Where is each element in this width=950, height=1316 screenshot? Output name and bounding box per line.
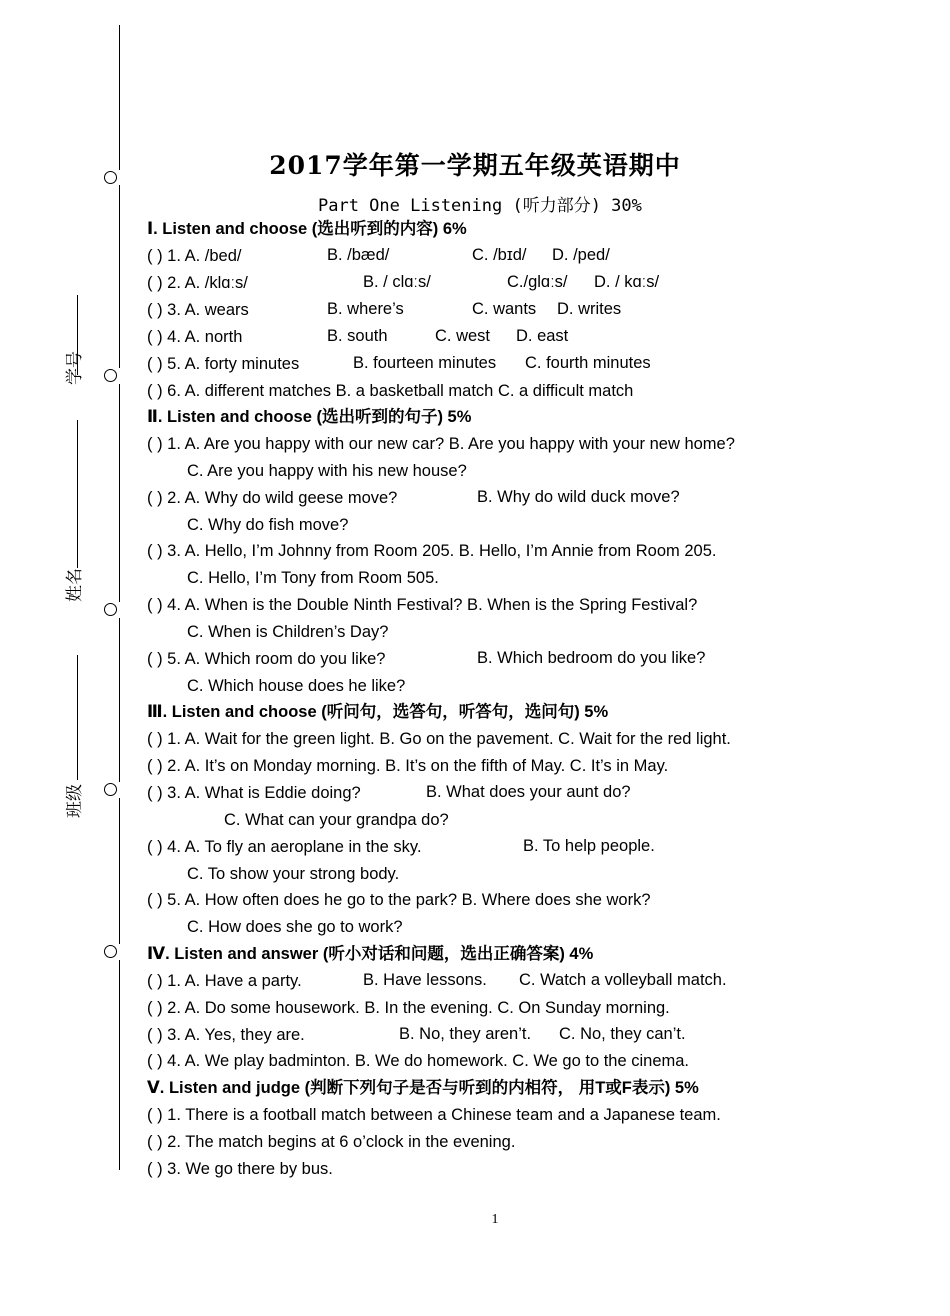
section-1-header: Ⅰ. Listen and choose (选出听到的内容) 6%: [147, 220, 467, 238]
binding-line: [119, 960, 120, 1170]
question-row: ( ) 1. There is a football match between a Chinese team and a Japanese team.: [147, 1106, 721, 1124]
question-row: C. Why do fish move?: [187, 516, 349, 534]
binding-hole: [104, 603, 117, 616]
binding-line: [119, 185, 120, 368]
name-blank[interactable]: [77, 420, 78, 568]
question-row: C. To show your strong body.: [187, 865, 400, 883]
question-row: ( ) 4. A. We play badminton. B. We do homework. C. We go to the cinema.: [147, 1052, 690, 1070]
exam-title: 2017学年第一学期五年级英语期中: [269, 151, 681, 180]
binding-line: [119, 384, 120, 602]
question-row: ( ) 1. A. Are you happy with our new car? B. Are you happy with your new home?: [147, 435, 735, 453]
section-5-header: Ⅴ. Listen and judge (判断下列句子是否与听到的内相符， 用T或F表示) 5%: [147, 1079, 699, 1097]
question-row: ( ) 2. A. Do some housework. B. In the evening. C. On Sunday morning.: [147, 999, 670, 1017]
name-label: 姓名: [65, 568, 84, 602]
question-row: ( ) 2. A. It’s on Monday morning. B. It’s on the fifth of May. C. It’s in May.: [147, 757, 669, 775]
binding-hole: [104, 945, 117, 958]
question-row: C. What can your grandpa do?: [224, 811, 449, 829]
binding-hole: [104, 369, 117, 382]
section-4-header: Ⅳ. Listen and answer (听小对话和问题，选出正确答案) 4%: [147, 945, 594, 963]
class-blank[interactable]: [77, 655, 78, 780]
question-row: ( ) 5. A. How often does he go to the park? B. Where does she work?: [147, 891, 651, 909]
question-row: ( ) 6. A. different matches B. a basketball match C. a difficult match: [147, 382, 634, 400]
part-subtitle: Part One Listening (听力部分) 30%: [318, 196, 642, 216]
question-row: ( ) 2. The match begins at 6 o’clock in the evening.: [147, 1133, 516, 1151]
question-row: ( ) 3. We go there by bus.: [147, 1160, 333, 1178]
question-row: C. Which house does he like?: [187, 677, 406, 695]
question-row: C. Hello, I’m Tony from Room 505.: [187, 569, 439, 587]
question-row: ( ) 4. A. When is the Double Ninth Festival? B. When is the Spring Festival?: [147, 596, 698, 614]
question-row: C. Are you happy with his new house?: [187, 462, 467, 480]
binding-line: [119, 798, 120, 944]
student-id-label: 学号: [65, 351, 84, 385]
section-3-header: Ⅲ. Listen and choose (听问句，选答句，听答句，选问句) 5%: [147, 703, 609, 721]
page-number: 1: [491, 1212, 499, 1227]
binding-hole: [104, 783, 117, 796]
question-row: C. How does she go to work?: [187, 918, 403, 936]
binding-line: [119, 618, 120, 782]
section-2-header: Ⅱ. Listen and choose (选出听到的句子) 5%: [147, 408, 472, 426]
question-row: C. When is Children’s Day?: [187, 623, 389, 641]
question-row: ( ) 1. A. Wait for the green light. B. Go on the pavement. C. Wait for the red light.: [147, 730, 731, 748]
question-row: ( ) 3. A. Hello, I’m Johnny from Room 205. B. Hello, I’m Annie from Room 205.: [147, 542, 717, 560]
class-label: 班级: [65, 784, 84, 818]
